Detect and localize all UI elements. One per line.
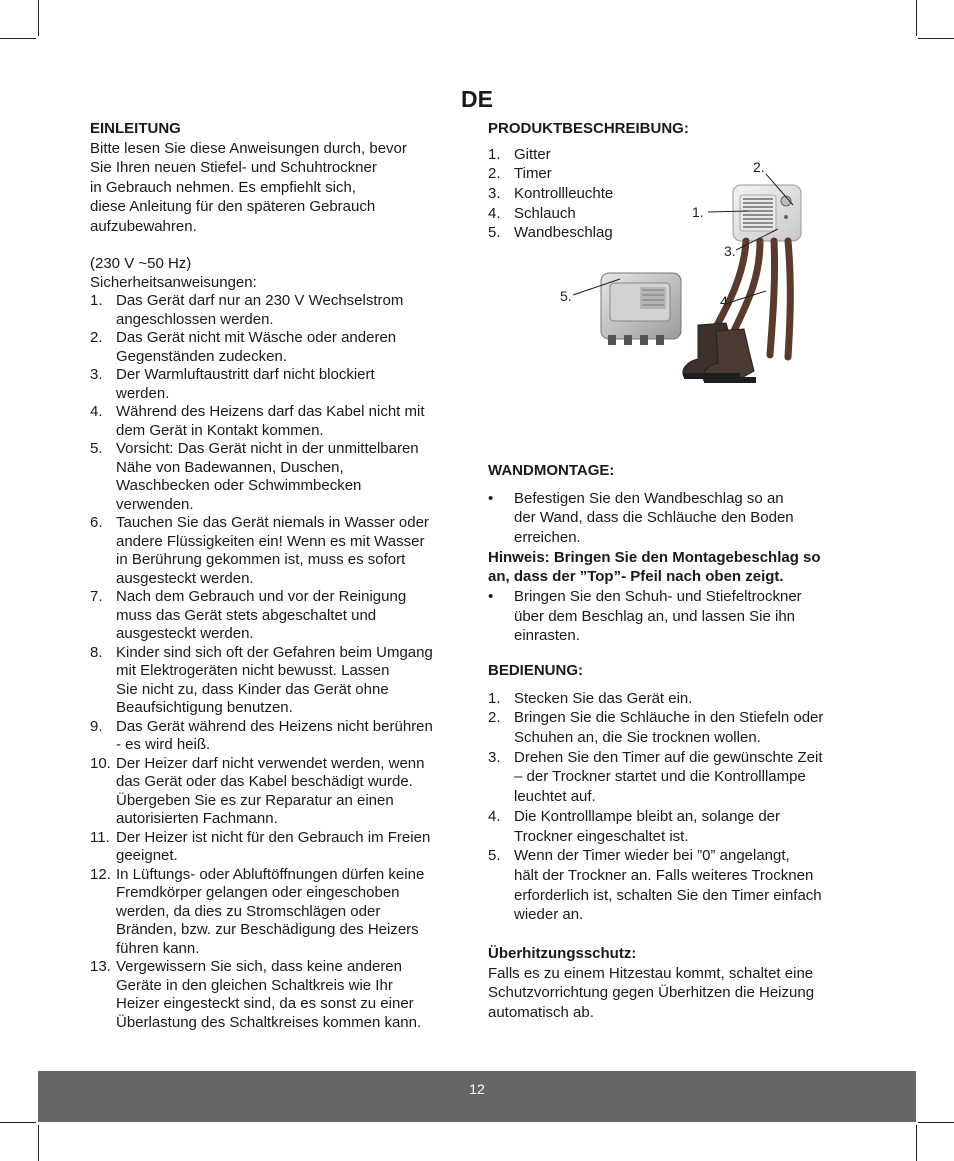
- item-text: Der Heizer ist nicht für den Gebrauch im Freien: [116, 828, 431, 846]
- callout-4: 4.: [720, 293, 732, 309]
- item-text: Vorsicht: Das Gerät nicht in der unmittelbaren: [116, 440, 419, 457]
- overheat-paragraph: Falls es zu einem Hitzestau kommt, schaltet eine Schutzvorrichtung gegen Überhitzen die Heizung automatisch ab.: [488, 964, 815, 1021]
- boots-icon: [683, 323, 756, 383]
- product-heading: PRODUKTBESCHREIBUNG:: [488, 120, 689, 137]
- crop-mark: [918, 1122, 954, 1123]
- callout-3: 3.: [724, 243, 736, 259]
- bullet-icon: •: [488, 489, 494, 507]
- item-text: Wenn der Timer wieder bei ”0” angelangt,: [514, 847, 790, 865]
- intro-line: Bitte lesen Sie diese Anweisungen durch, bevor: [90, 139, 407, 157]
- item-number: 6.: [90, 514, 103, 531]
- operation-list: [488, 689, 860, 925]
- overheat-heading: Überhitzungsschutz:: [488, 945, 637, 963]
- mount-note: Hinweis: Bringen Sie den Montagebeschlag so an, dass der ”Top”- Pfeil nach oben zeigt.: [488, 548, 821, 586]
- item-text: Beaufsichtigung benutzen.: [116, 699, 293, 716]
- item-text: wieder an.: [514, 906, 584, 924]
- item-number: 3.: [488, 748, 501, 766]
- intro-heading: EINLEITUNG: [90, 120, 181, 137]
- operation-item: [488, 689, 860, 709]
- intro-paragraph: [90, 139, 470, 237]
- item-text: Nähe von Badewannen, Duschen,: [116, 458, 344, 476]
- item-text: angeschlossen werden.: [116, 310, 274, 328]
- item-text: verwenden.: [116, 495, 194, 513]
- item-text: geeignet.: [116, 847, 178, 864]
- item-number: 4.: [488, 204, 501, 222]
- mount-bullet: • Bringen Sie den Schuh- und Stiefeltrockner über dem Beschlag an, und lassen Sie ihn einrasten.: [488, 588, 802, 645]
- item-text: Heizer eingesteckt sind, da es sonst zu einer: [116, 995, 414, 1012]
- item-text: in Berührung gekommen ist, muss es sofort: [116, 551, 406, 568]
- safety-list: [90, 292, 470, 1032]
- safety-item: [90, 329, 470, 366]
- operation-item: [488, 846, 860, 925]
- item-number: 5.: [90, 440, 103, 457]
- dryer-unit-icon: [733, 185, 801, 241]
- item-text: Bränden, bzw. zur Beschädigung des Heizers: [116, 921, 419, 938]
- footer-bar: [38, 1071, 916, 1122]
- item-number: 8.: [90, 643, 103, 661]
- item-text: Trockner eingeschaltet ist.: [514, 827, 689, 845]
- item-text: leuchtet auf.: [514, 788, 596, 806]
- item-number: 4.: [90, 403, 103, 420]
- item-text: muss das Gerät stets abgeschaltet und: [116, 606, 377, 624]
- safety-item: [90, 403, 470, 440]
- item-text: erforderlich ist, schalten Sie den Timer einfach: [514, 886, 822, 904]
- page-number: 12: [469, 1081, 485, 1097]
- crop-mark: [916, 1125, 917, 1161]
- item-number: 2.: [488, 709, 501, 727]
- item-text: Das Gerät nicht mit Wäsche oder anderen: [116, 329, 397, 346]
- item-number: 5.: [488, 224, 501, 242]
- item-number: 10.: [90, 754, 111, 772]
- item-text: Bringen Sie die Schläuche in den Stiefeln oder: [514, 709, 824, 727]
- safety-item: [90, 755, 470, 829]
- callout-5: 5.: [560, 288, 572, 304]
- product-illustration: [548, 155, 858, 385]
- intro-line: Sie Ihren neuen Stiefel- und Schuhtrockner: [90, 159, 377, 176]
- item-text: Schuhen an, die Sie trocknen wollen.: [514, 729, 761, 747]
- item-number: 5.: [488, 847, 501, 865]
- item-text: Schlauch: [514, 204, 576, 222]
- voltage-spec: (230 V ~50 Hz): [90, 255, 192, 272]
- language-code: DE: [461, 86, 493, 112]
- safety-item: [90, 829, 470, 866]
- crop-mark: [0, 1122, 36, 1123]
- item-text: Kontrollleuchte: [514, 184, 614, 202]
- safety-item: [90, 866, 470, 959]
- crop-mark: [38, 1125, 39, 1161]
- item-number: 3.: [488, 184, 501, 202]
- item-text: - es wird heiß.: [116, 736, 211, 753]
- item-text: werden, da dies zu Stromschlägen oder: [116, 902, 381, 920]
- item-text: dem Gerät in Kontakt kommen.: [116, 421, 324, 439]
- item-text: mit Elektrogeräten nicht bewusst. Lassen: [116, 662, 390, 679]
- safety-item: [90, 718, 470, 755]
- operation-item: [488, 748, 860, 807]
- item-text: Sie nicht zu, dass Kinder das Gerät ohne: [116, 680, 389, 698]
- bullet-icon: •: [488, 588, 494, 606]
- item-number: 4.: [488, 807, 501, 825]
- item-text: In Lüftungs- oder Abluftöffnungen dürfen keine: [116, 865, 425, 883]
- intro-line: diese Anleitung für den späteren Gebrauch: [90, 198, 376, 215]
- mount-heading: WANDMONTAGE:: [488, 462, 615, 480]
- item-text: ausgesteckt werden.: [116, 625, 254, 642]
- item-text: Das Gerät während des Heizens nicht berühren: [116, 717, 433, 735]
- item-text: Vergewissern Sie sich, dass keine anderen: [116, 958, 402, 975]
- item-number: 12.: [90, 865, 111, 883]
- item-number: 1.: [90, 292, 103, 309]
- safety-item: [90, 644, 470, 718]
- item-number: 1.: [488, 689, 501, 707]
- safety-heading: Sicherheitsanweisungen:: [90, 273, 257, 291]
- item-text: Wandbeschlag: [514, 224, 613, 242]
- safety-item: [90, 366, 470, 403]
- item-number: 9.: [90, 717, 103, 735]
- operation-item: [488, 807, 860, 846]
- operation-item: [488, 708, 860, 747]
- crop-mark: [916, 0, 917, 36]
- item-text: Der Heizer darf nicht verwendet werden, wenn: [116, 754, 425, 772]
- item-text: Drehen Sie den Timer auf die gewünschte Zeit: [514, 748, 823, 766]
- safety-item: [90, 514, 470, 588]
- safety-item: [90, 958, 470, 1032]
- mount-list: [488, 489, 860, 548]
- item-text: Der Warmluftaustritt darf nicht blockiert: [116, 366, 375, 383]
- item-text: Gitter: [514, 145, 551, 163]
- crop-mark: [918, 38, 954, 39]
- item-number: 1.: [488, 145, 501, 163]
- item-text: Kinder sind sich oft der Gefahren beim Umgang: [116, 643, 433, 661]
- item-text: werden.: [116, 384, 170, 402]
- item-text: ausgesteckt werden.: [116, 569, 254, 587]
- item-text: Tauchen Sie das Gerät niemals in Wasser oder: [116, 514, 429, 531]
- item-text: hält der Trockner an. Falls weiteres Trocknen: [514, 866, 814, 884]
- safety-item: [90, 588, 470, 644]
- item-text: Waschbecken oder Schwimmbecken: [116, 477, 362, 494]
- item-text: das Gerät oder das Kabel beschädigt wurde.: [116, 773, 413, 790]
- item-text: Stecken Sie das Gerät ein.: [514, 689, 693, 707]
- callout-1: 1.: [692, 204, 704, 220]
- safety-item: [90, 292, 470, 329]
- intro-line: in Gebrauch nehmen. Es empfiehlt sich,: [90, 178, 356, 196]
- item-text: Die Kontrolllampe bleibt an, solange der: [514, 807, 780, 825]
- mount-bullet: • Befestigen Sie den Wandbeschlag so an der Wand, dass die Schläuche den Boden erreichen.: [488, 489, 794, 546]
- item-text: Übergeben Sie es zur Reparatur an einen: [116, 791, 394, 809]
- left-column: [90, 120, 470, 1032]
- item-text: – der Trockner startet und die Kontrolllampe: [514, 768, 806, 786]
- wall-mount-icon: [601, 273, 681, 345]
- intro-line: aufzubewahren.: [90, 217, 197, 235]
- item-text: Das Gerät darf nur an 230 V Wechselstrom: [116, 292, 404, 309]
- item-number: 7.: [90, 588, 103, 605]
- operation-heading: BEDIENUNG:: [488, 662, 584, 680]
- item-number: 2.: [90, 329, 103, 346]
- item-number: 2.: [488, 165, 501, 183]
- item-number: 11.: [90, 828, 110, 846]
- item-text: führen kann.: [116, 939, 200, 957]
- safety-item: [90, 440, 470, 514]
- item-text: Gegenständen zudecken.: [116, 347, 287, 365]
- item-text: Geräte in den gleichen Schaltkreis wie Ihr: [116, 976, 393, 994]
- item-text: Timer: [514, 165, 552, 183]
- item-text: autorisierten Fachmann.: [116, 810, 278, 827]
- crop-mark: [0, 38, 36, 39]
- item-text: andere Flüssigkeiten ein! Wenn es mit Wasser: [116, 532, 425, 550]
- crop-mark: [38, 0, 39, 36]
- item-text: Während des Heizens darf das Kabel nicht mit: [116, 403, 425, 420]
- item-text: Überlastung des Schaltkreises kommen kann.: [116, 1013, 422, 1031]
- item-number: 3.: [90, 366, 103, 383]
- item-text: Fremdkörper gelangen oder eingeschoben: [116, 884, 400, 901]
- callout-2: 2.: [753, 159, 765, 175]
- item-text: Nach dem Gebrauch und vor der Reinigung: [116, 588, 407, 605]
- item-number: 13.: [90, 958, 111, 975]
- mount-list-2: [488, 587, 860, 646]
